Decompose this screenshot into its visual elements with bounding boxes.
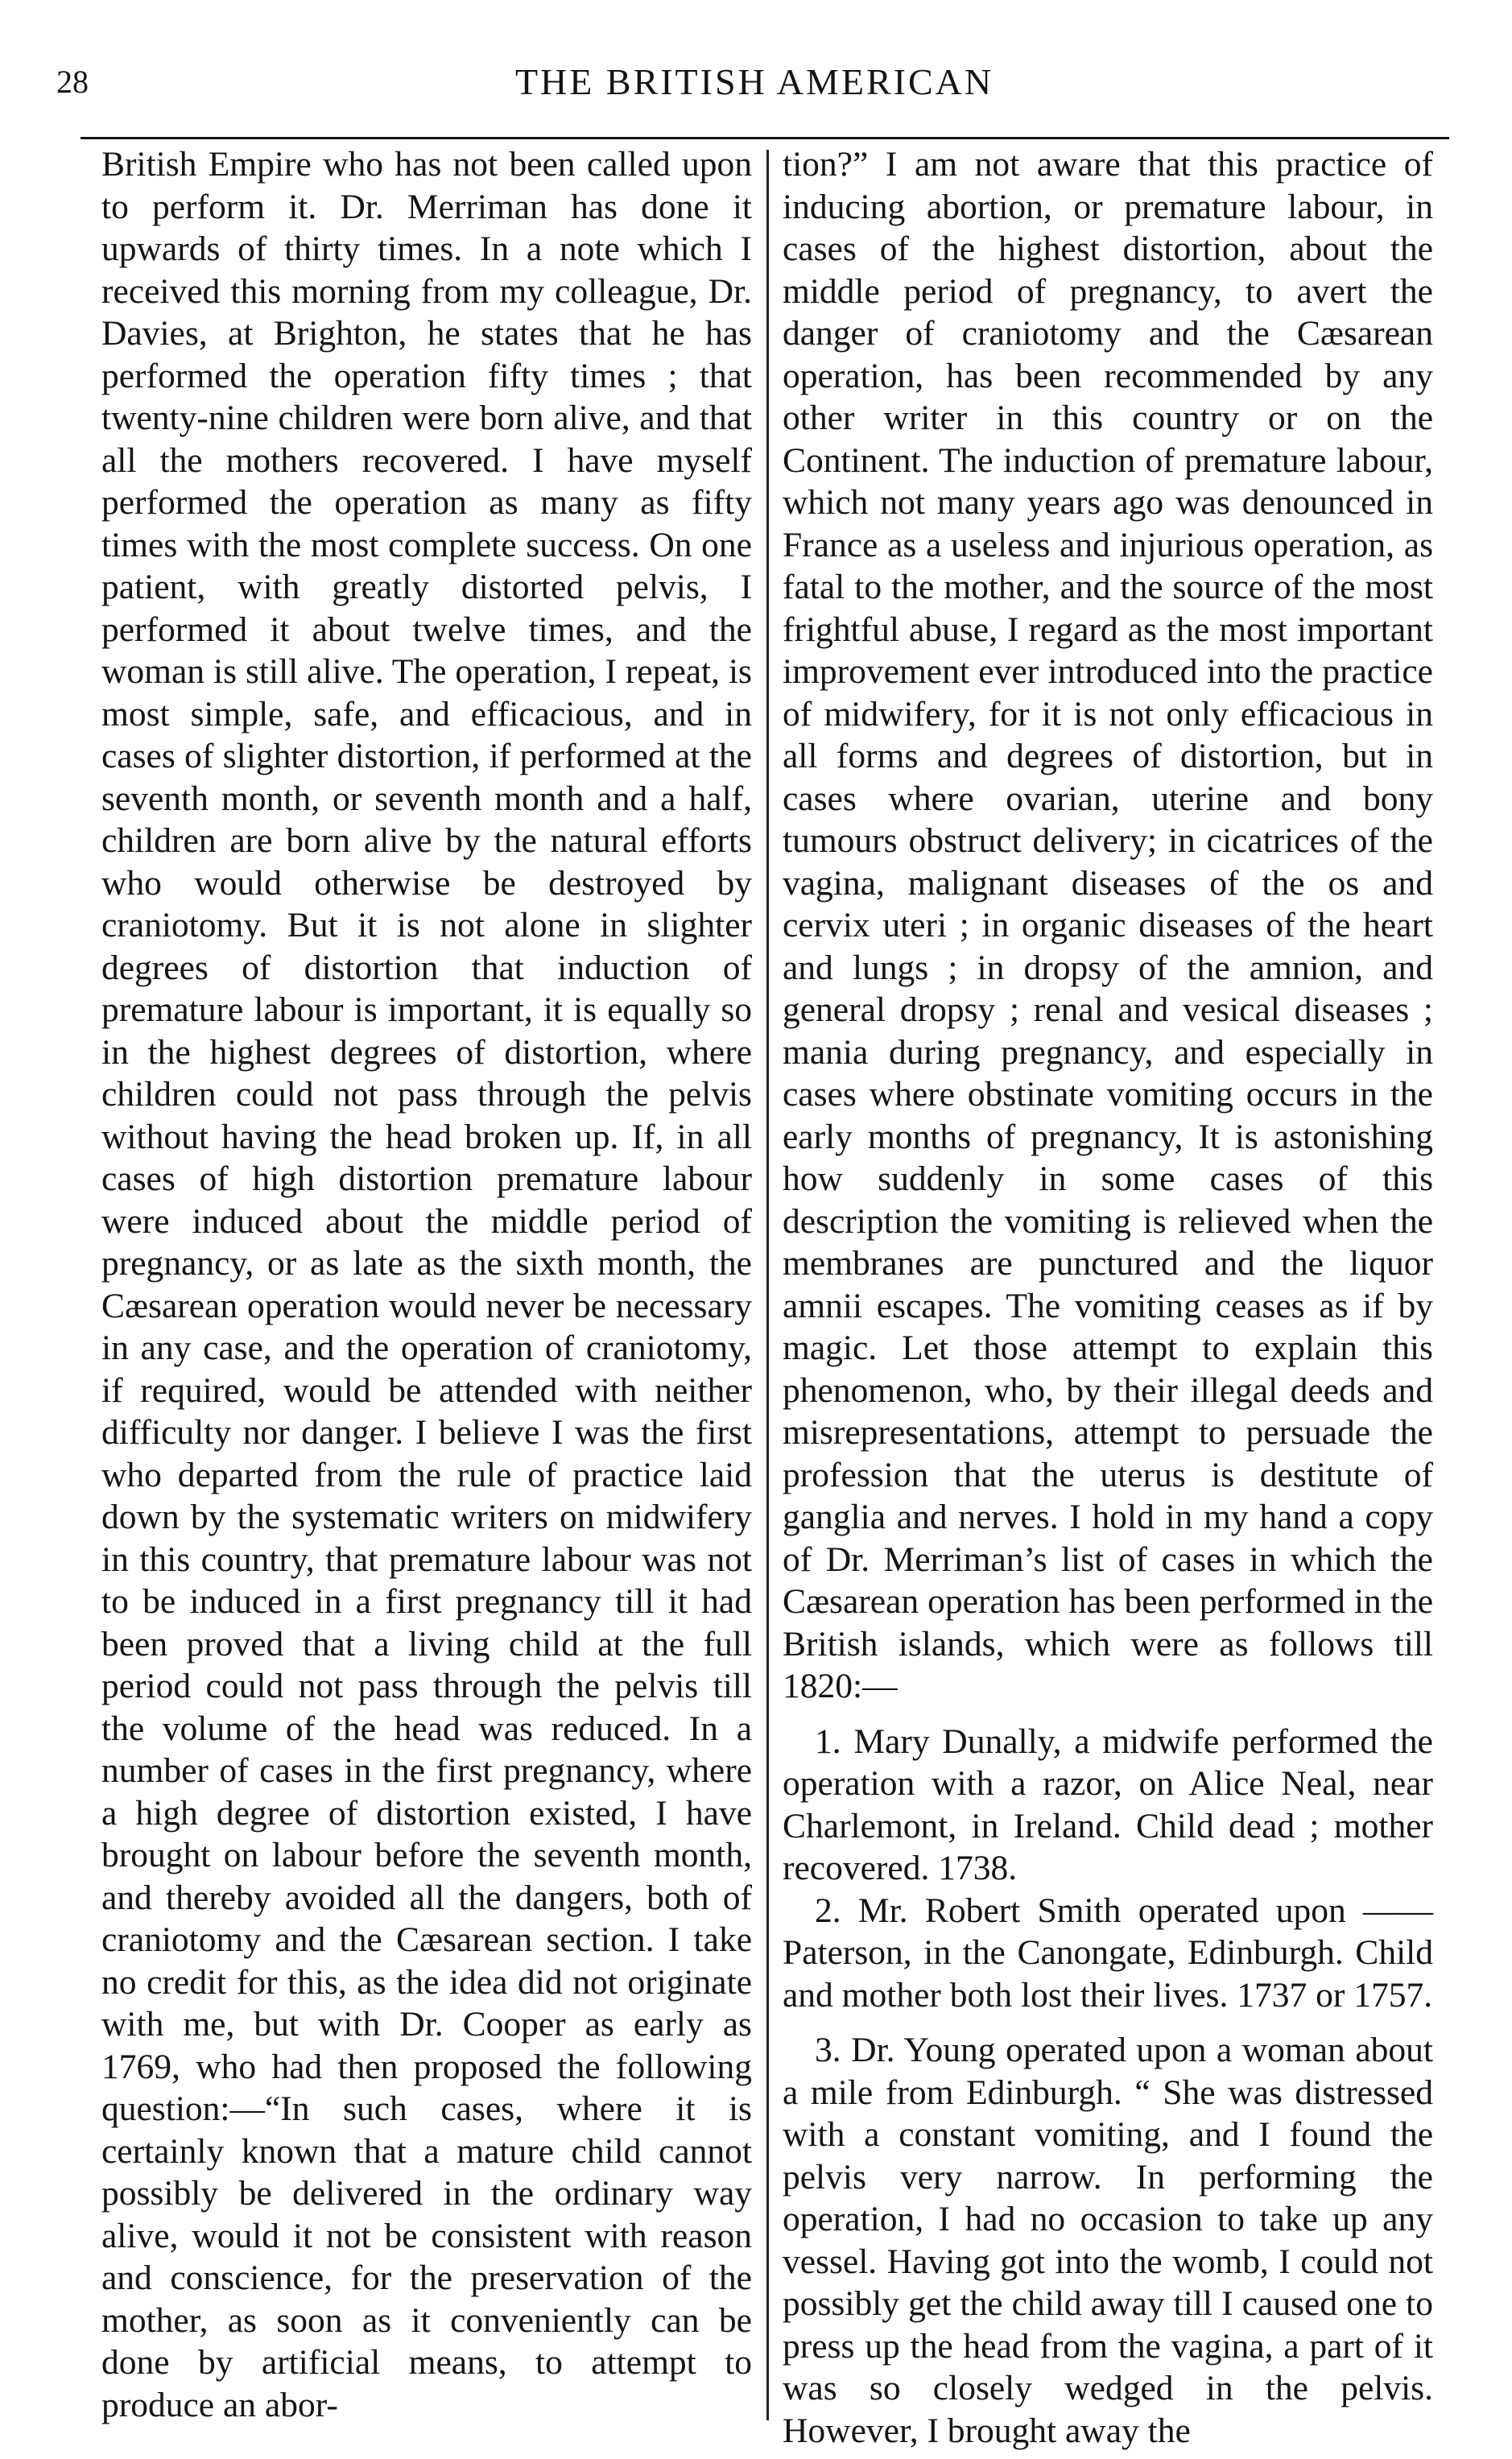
case-entry-3: 3. Dr. Young operated upon a woman about a mile from Edinburgh. “ She was distressed with a constant vomiting, and I found the pelvis very narrow. In performing the operation, I had no occasion to take up any vessel. Having got into the womb, I could not possibly get the child away till I caused one to press up the head from the vagina, a part of it was so closely wedged in the pelvis. However, I brought away the (783, 2031, 1433, 2450)
right-column (783, 143, 1433, 2452)
running-title: THE BRITISH AMERICAN (514, 61, 994, 102)
header-rule (81, 137, 1449, 139)
case-entry-1: 1. Mary Dunally, a midwife performed the operation with a razor, on Alice Neal, near Charlemont, in Ireland. Child dead ; mother recovered. 1738. (783, 1721, 1433, 1887)
paragraph: British Empire who has not been called upon to perform it. Dr. Merriman has done it upwards of thirty times. In a note which I received this morning from my colleague, Dr. Davies, at Brighton, he states that he has performed the operation fifty times ; that twenty-nine children were born alive, and that all the mothers recovered. I have myself performed the operation as many as fifty times with the most complete success. On one patient, with greatly distorted pelvis, I performed it about twelve times, and the woman is still alive. The operation, I repeat, is most simple, safe, and efficacious, and in cases of slighter distortion, if performed at the seventh month, or seventh month and a half, children are born alive by the natural efforts who would otherwise be destroyed by craniotomy. But it is not alone in slighter degrees of distortion that induction of premature labour is important, it is equally so in the highest degrees of distortion, where children could not pass through the pelvis without having the head broken up. If, in all cases of high distortion premature labour were induced about the middle period of pregnancy, or as late as the sixth month, the Cæsarean operation would never be necessary in any case, and the operation of craniotomy, if required, would be attended with neither difficulty nor danger. I believe I was the first who departed from the rule of practice laid down by the systematic writers on midwifery in this country, that premature labour was not to be induced in a first pregnancy till it had been proved that a living child at the full period could not pass through the pelvis till the volume of the head was reduced. In a number of cases in the first pregnancy, where a high degree of distortion existed, I have brought on labour before the seventh month, and thereby avoided all the dangers, both of craniotomy and the Cæsarean section. I take no credit for this, as the idea did not originate with me, but with Dr. Cooper as early as 1769, who had then proposed the following question:—“In such cases, where it is certainly known that a mature child cannot possibly be delivered in the ordinary way alive, would it not be consistent with reason and conscience, for the preservation of the mother, as soon as it conveniently can be done by artificial means, to attempt to produce an abor- (101, 145, 752, 2424)
page-number: 28 (56, 64, 89, 100)
column-divider (766, 150, 769, 2420)
paragraph: tion?” I am not aware that this practice of inducing abortion, or premature labour, in cases of the highest distortion, about the middle period of pregnancy, to avert the danger of craniotomy and the Cæsarean operation, has been recommended by any other writer in this country or on the Continent. The induction of premature labour, which not many years ago was denounced in France as a useless and injurious operation, as fatal to the mother, and the source of the most frightful abuse, I regard as the most important improvement ever introduced into the practice of midwifery, for it is not only efficacious in all forms and degrees of distortion, but in cases where ovarian, uterine and bony tumours obstruct delivery; in cicatrices of the vagina, malignant diseases of the os and cervix uteri ; in organic diseases of the heart and lungs ; in dropsy of the amnion, and general dropsy ; renal and vesical diseases ; mania during pregnancy, and especially in cases where obstinate vomiting occurs in the early months of pregnancy, It is astonishing how suddenly in some cases of this description the vomiting is relieved when the membranes are punctured and the liquor amnii escapes. The vomiting ceases as if by magic. Let those attempt to explain this phenomenon, who, by their illegal deeds and misrepresentations, attempt to persuade the profession that the uterus is destitute of ganglia and nerves. I hold in my hand a copy of Dr. Merriman’s list of cases in which the Cæsarean operation has been performed in the British islands, which were as follows till 1820:— (783, 145, 1433, 1705)
page-header (42, 24, 1467, 121)
left-column (101, 143, 752, 2426)
case-entry-2: 2. Mr. Robert Smith operated upon ——Paterson, in the Canongate, Edinburgh. Child and mother both lost their lives. 1737 or 1757. (783, 1891, 1433, 2015)
